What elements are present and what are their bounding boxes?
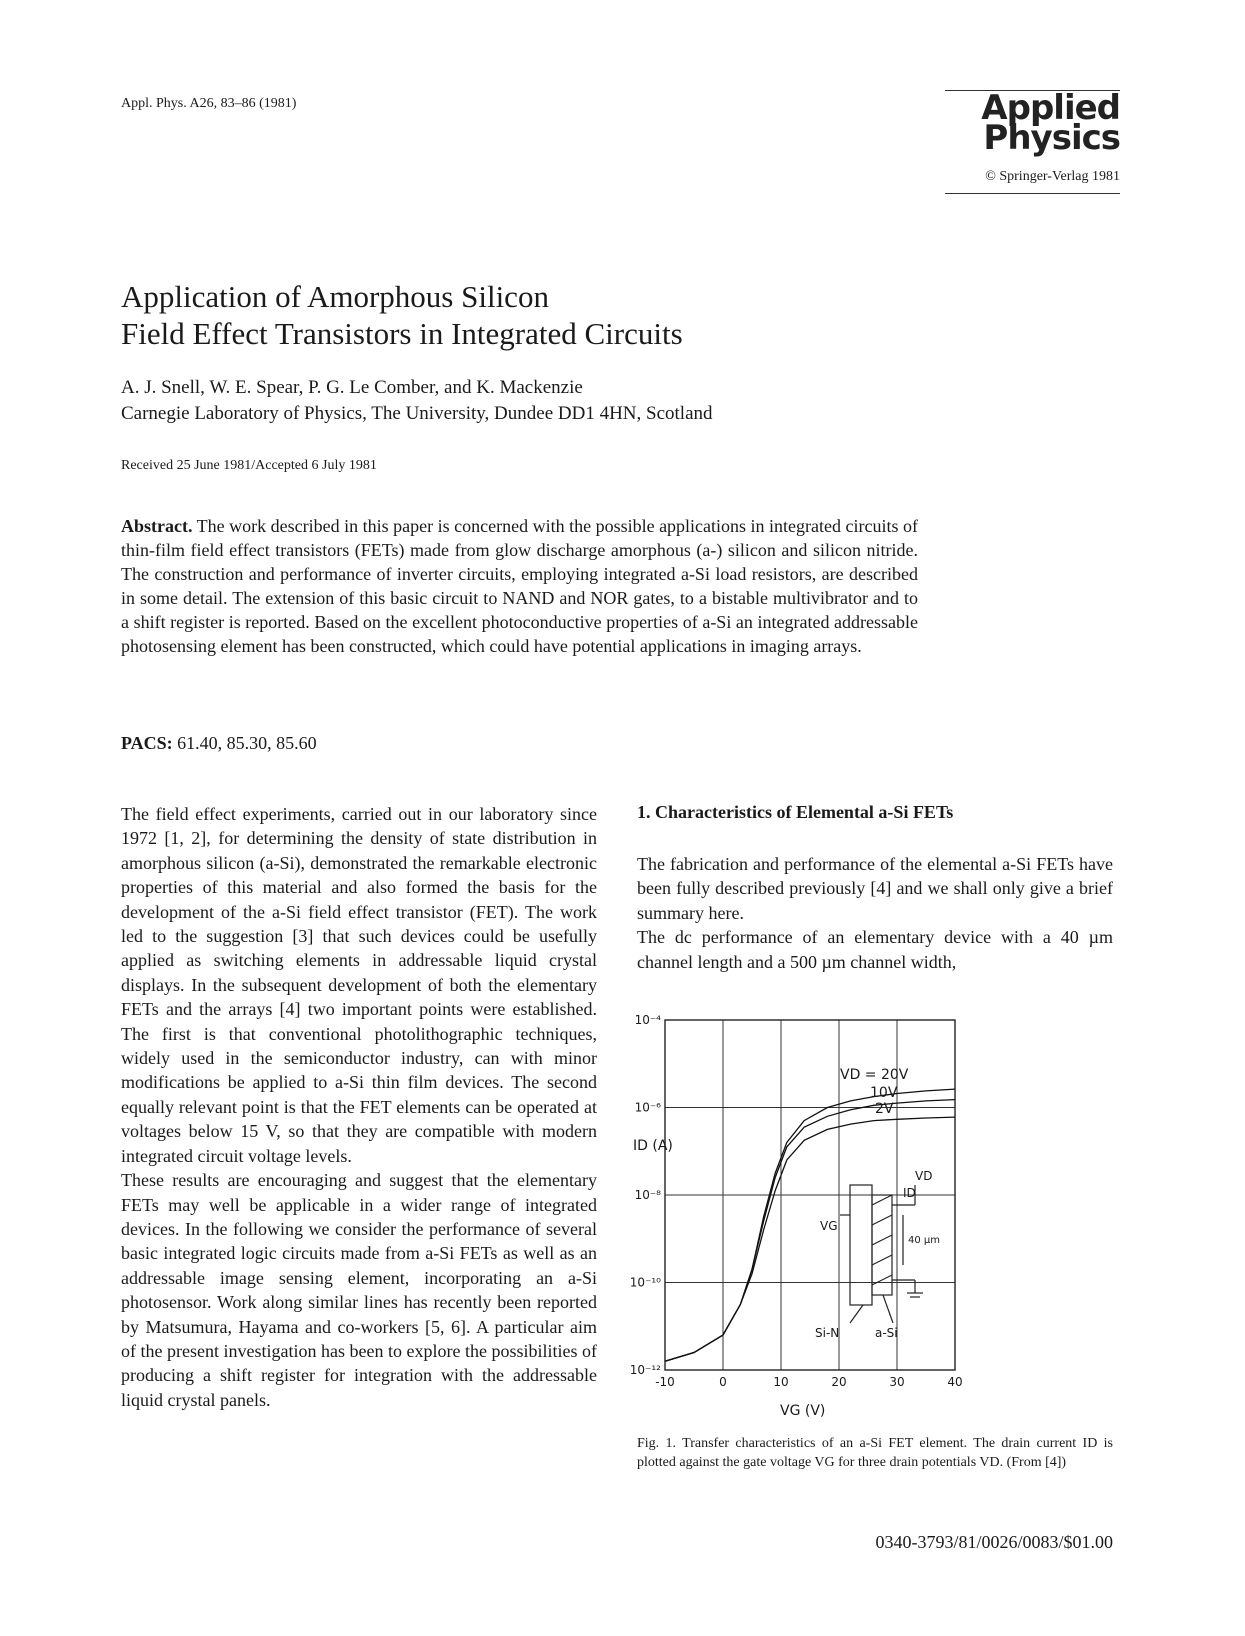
x-tick-label: 40 — [947, 1375, 963, 1389]
pacs — [121, 733, 317, 754]
series-label: 2V — [875, 1100, 894, 1117]
figure-1-chart — [625, 1005, 970, 1425]
received-date: Received 25 June 1981/Accepted 6 July 1981 — [121, 458, 377, 473]
inset-hatch-5 — [872, 1275, 892, 1285]
x-tick-label: 20 — [831, 1375, 847, 1389]
article-title — [121, 278, 1021, 352]
pacs-label: PACS: — [121, 733, 173, 753]
y-tick-label: 10⁻⁴ — [634, 1013, 661, 1027]
author-block — [121, 375, 1021, 427]
data-curves — [665, 1089, 955, 1361]
body-paragraph-4: The dc performance of an elementary device with a 40 µm channel length and a 500 µm channel width, — [637, 927, 1113, 972]
series-line — [665, 1100, 955, 1362]
y-axis-label: ID (A) — [633, 1138, 673, 1154]
y-tick-labels — [630, 1013, 661, 1377]
abstract — [121, 514, 918, 658]
journal-citation: Appl. Phys. A26, 83–86 (1981) — [121, 96, 297, 111]
y-tick-label: 10⁻⁶ — [634, 1100, 661, 1115]
copyright: © Springer-Verlag 1981 — [985, 169, 1120, 184]
x-tick-label: 0 — [719, 1375, 727, 1389]
inset-label-drain: VD — [915, 1169, 933, 1183]
authors: A. J. Snell, W. E. Spear, P. G. Le Comber, and K. Mackenzie — [121, 377, 583, 398]
inset-pointer-sin — [850, 1305, 863, 1323]
figure-caption: Fig. 1. Transfer characteristics of an a-Si FET element. The drain current ID is plotted against the gate voltage VG for three drain potentials VD. (From [4]) — [637, 1436, 1113, 1470]
inset-label-length: 40 µm — [908, 1235, 941, 1246]
title-line-2: Field Effect Transistors in Integrated Circuits — [121, 316, 683, 351]
series-label: 10V — [870, 1085, 898, 1101]
section-heading: 1. Characteristics of Elemental a-Si FETs — [637, 802, 954, 822]
y-tick-label: 10⁻⁸ — [634, 1188, 661, 1202]
body-paragraph-1: The field effect experiments, carried out in our laboratory since 1972 [1, 2], for determining the density of state distribution in amorphous silicon (a-Si), demonstrated the remarkable electronic properties of this material and also formed the basis for the development of the a-Si field effect transistor (FET). The work led to the suggestion [3] that such devices could be usefully applied as switching elements in addressable liquid crystal displays. In the subsequent development of both the elementary FETs and the arrays [4] two important points were established. The first is that conventional photolithographic techniques, widely used in the semiconductor industry, can with minor modifications be applied to a-Si thin film devices. The second equally relevant point is that the FET elements can be operated at voltages below 15 V, so that they are compatible with modern integrated circuit voltage levels. — [121, 804, 597, 1166]
x-tick-label: 10 — [773, 1375, 789, 1389]
series-line — [665, 1089, 955, 1361]
pacs-value: 61.40, 85.30, 85.60 — [177, 733, 317, 753]
abstract-label: Abstract. — [121, 516, 193, 536]
inset-hatch-4 — [872, 1255, 892, 1265]
right-column — [637, 852, 1113, 974]
inset-label-nitride: Si-N — [815, 1326, 840, 1340]
x-axis-label: VG (V) — [780, 1403, 826, 1419]
logo-rule-bottom — [945, 193, 1120, 194]
y-tick-label: 10⁻¹⁰ — [629, 1275, 661, 1290]
left-column — [121, 802, 597, 1412]
inset-hatch-1 — [872, 1195, 892, 1205]
logo-line-2: Physics — [983, 118, 1120, 158]
price-code: 0340-3793/81/0026/0083/$01.00 — [875, 1532, 1113, 1552]
abstract-text: The work described in this paper is concerned with the possible applications in integrated circuits of thin-film field effect transistors (FETs) made from glow discharge amorphous (a-) silicon and silicon nitride. The construction and performance of inverter circuits, employing integrated a-Si load resistors, are described in some detail. The extension of this basic circuit to NAND and NOR gates, to a bistable multivibrator and to a shift register is reported. Based on the excellent photoconductive properties of a-Si an integrated addressable photosensing element has been constructed, which could have potential applications in imaging arrays. — [121, 516, 918, 656]
x-tick-labels — [655, 1375, 962, 1389]
x-tick-label: 30 — [889, 1375, 905, 1389]
inset-label-gate: VG — [820, 1219, 838, 1233]
y-tick-label: 10⁻¹² — [629, 1363, 661, 1377]
inset-nitride-layer — [850, 1185, 872, 1305]
inset-label-silicon: a-Si — [875, 1326, 898, 1340]
affiliation: Carnegie Laboratory of Physics, The University, Dundee DD1 4HN, Scotland — [121, 403, 713, 424]
device-inset-diagram — [840, 1185, 923, 1323]
body-paragraph-2: These results are encouraging and suggest that the elementary FETs may well be applicable in a wider range of integrated devices. In the following we consider the performance of several basic integrated logic circuits made from a-Si FETs as well as an addressable image sensing element, incorporating an a-Si photosensor. Work along similar lines has recently been reported by Matsumura, Hayama and co-workers [5, 6]. A particular aim of the present investigation has been to explore the possibilities of producing a shift register for integration with the addressable liquid crystal panels. — [121, 1170, 597, 1410]
inset-label-current: ID — [903, 1186, 916, 1200]
journal-logo — [940, 88, 1120, 158]
x-tick-label: -10 — [655, 1375, 675, 1389]
inset-hatch-3 — [872, 1235, 892, 1245]
inset-pointer-asi — [883, 1295, 893, 1323]
series-label: VD = 20V — [840, 1067, 909, 1084]
logo-line-1: Applied — [981, 88, 1120, 128]
title-line-1: Application of Amorphous Silicon — [121, 279, 549, 314]
body-paragraph-3: The fabrication and performance of the elemental a-Si FETs have been fully described previously [4] and we shall only give a brief summary here. — [637, 854, 1113, 923]
inset-hatch-2 — [872, 1215, 892, 1225]
